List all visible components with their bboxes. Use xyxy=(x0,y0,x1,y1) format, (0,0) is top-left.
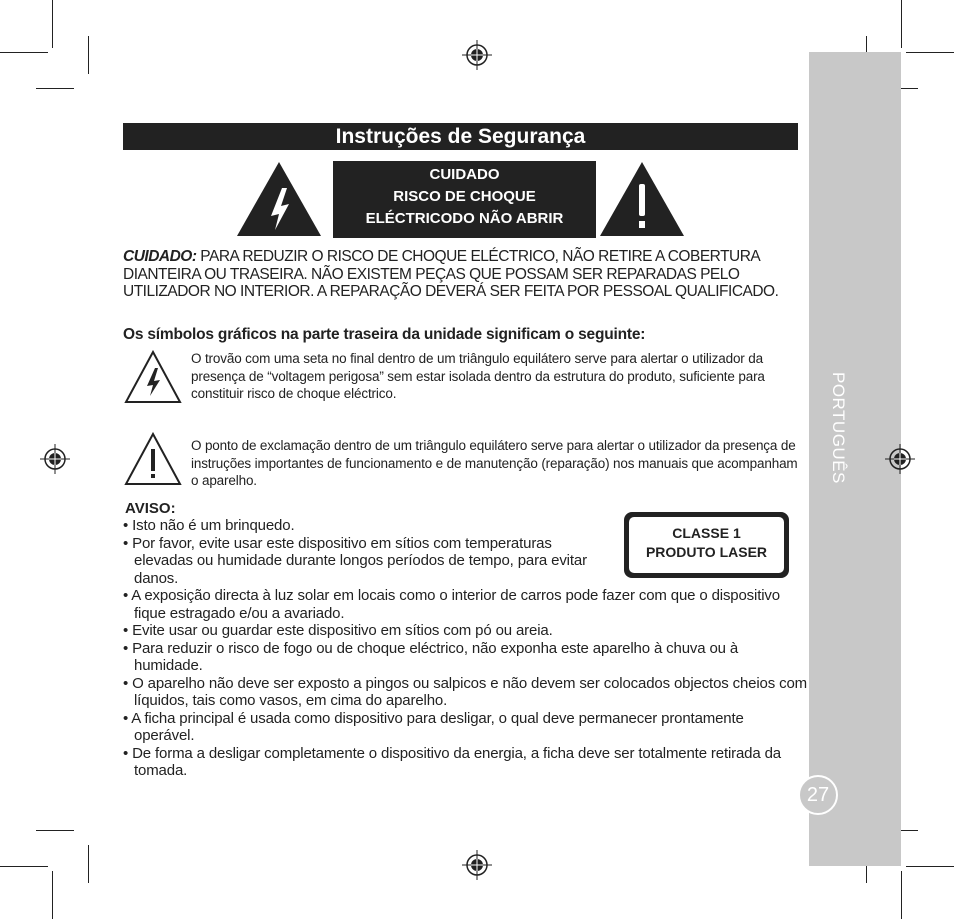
caution-line-1: CUIDADO xyxy=(429,166,500,183)
caution-line-3: ELÉCTRICODO NÃO ABRIR xyxy=(365,210,564,227)
caution-line-2: RISCO DE CHOQUE xyxy=(393,188,536,205)
list-item: • Por favor, evite usar este dispositivo em sítios com temperaturas elevadas ou humidade durante longos períodos de tempo, para evitar danos. xyxy=(123,534,587,587)
page-title: Instruções de Segurança xyxy=(123,123,798,150)
crop-mark xyxy=(906,52,954,53)
crop-mark xyxy=(36,88,74,89)
crop-mark xyxy=(88,845,89,883)
caution-paragraph xyxy=(123,248,803,301)
lightning-symbol-description: O trovão com uma seta no final dentro de um triângulo equilátero serve para alertar o utilizador da presença de “voltagem perigosa” sem estar isolada dentro da estrutura do produto, suficiente para constituir risco de choque eléctrico. xyxy=(191,351,765,401)
exclamation-symbol-icon xyxy=(124,432,182,486)
crop-mark xyxy=(52,871,53,919)
registration-mark-icon xyxy=(462,850,492,880)
crop-mark xyxy=(901,871,902,919)
language-label: PORTUGUÊS xyxy=(829,372,848,484)
crop-mark xyxy=(52,0,53,48)
crop-mark xyxy=(906,866,954,867)
aviso-heading: AVISO: xyxy=(125,500,176,517)
registration-mark-icon xyxy=(462,40,492,70)
caution-box xyxy=(333,161,596,238)
caution-lead: CUIDADO: xyxy=(123,248,197,265)
warnings-list xyxy=(123,517,808,780)
registration-mark-icon xyxy=(40,444,70,474)
crop-mark xyxy=(36,830,74,831)
list-item: • Evite usar ou guardar este dispositivo em sítios com pó ou areia. xyxy=(123,622,553,639)
list-item: • A ficha principal é usada como dispositivo para desligar, o qual deve permanecer prontamente operável. xyxy=(123,709,744,744)
caution-text: PARA REDUZIR O RISCO DE CHOQUE ELÉCTRICO, NÃO RETIRE A COBERTURA DIANTEIRA OU TRASEIRA. NÃO EXISTEM PEÇAS QUE POSSAM SER REPARADAS PELO UTILIZADOR NO INTERIOR. A REPARAÇÃO DEVERÁ SER FEITA POR PESSOAL QUALIFICADO. xyxy=(123,248,779,300)
crop-mark xyxy=(88,36,89,74)
list-item: • A exposição directa à luz solar em locais como o interior de carros pode fazer com que o dispositivo fique estragado e/ou a avariado. xyxy=(123,587,780,622)
crop-mark xyxy=(901,0,902,48)
list-item: • De forma a desligar completamente o dispositivo da energia, a ficha deve ser totalmente retirada da tomada. xyxy=(123,744,781,779)
lightning-warning-icon xyxy=(235,160,323,238)
crop-mark xyxy=(0,866,48,867)
list-item: • Isto não é um brinquedo. xyxy=(123,517,295,534)
list-item: • O aparelho não deve ser exposto a pingos ou salpicos e não devem ser colocados objectos cheios com líquidos, tais como vasos, em cima do aparelho. xyxy=(123,674,808,709)
list-item: • Para reduzir o risco de fogo ou de choque eléctrico, não exponha este aparelho à chuva ou à humidade. xyxy=(123,639,739,674)
exclamation-symbol-description: O ponto de exclamação dentro de um triângulo equilátero serve para alertar o utilizador da presença de instruções importantes de funcionamento e de manutenção (reparação) nos manuais que acompanham o aparelho. xyxy=(191,438,798,488)
crop-mark xyxy=(0,52,48,53)
page-number: 27 xyxy=(798,775,838,815)
laser-line-2: PRODUTO LASER xyxy=(645,544,768,560)
exclamation-warning-icon xyxy=(598,160,686,238)
symbols-heading: Os símbolos gráficos na parte traseira da unidade significam o seguinte: xyxy=(123,326,646,343)
lightning-symbol-icon xyxy=(124,350,182,404)
laser-line-1: CLASSE 1 xyxy=(672,525,741,541)
registration-mark-icon xyxy=(885,444,915,474)
